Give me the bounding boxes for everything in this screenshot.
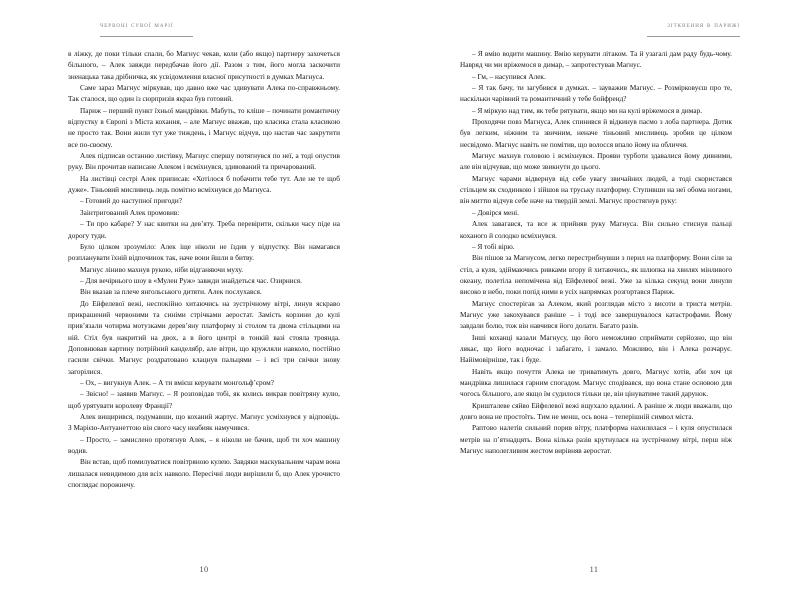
paragraph: Заінтригований Алек промовив: [80, 208, 180, 217]
paragraph: Магнус ліниво махнув рукою, ніби відганяючи муху. [80, 265, 244, 274]
paragraph: в ліжку, де поки тільки спали, бо Магнус чекав, коли (або якщо) партнеру захочеться більшого, – Алек завжди передбачав його дії. Разом з тим, його могла заскочити зненацька така дрібничка, як усвідомлення власної присутності в думках Магнуса. [68, 50, 340, 81]
running-head-rule-right [647, 36, 740, 37]
paragraph: Проходячи повз Магнуса, Алек спинився й відкинув пасмо з лоба партнера. Дотик був легким, ніжним та звичним, неначе тіньовий мисливець зробив це цілком несвідомо. Магнус навіть не помітив, що волосся впало йому на обличчя. [460, 118, 732, 149]
body-text-left [68, 49, 340, 491]
paragraph: До Ейфелевої вежі, неспокійно хитаючись на зустрічному вітрі, линув яскраво прикрашений червоними та синіми стрічками аеростат. Замість корзини до кулі прив’язали чотирма мотузками дерев’яну платформу зі столом та двома стільцями на ній. Стіл був накритий на двох, а в його центрі в тонкій вазі стояла троянда. Доповнював картину потрійний канделябр, але вітри, що кружляли навколо, постійно гасили свічки. Магнус роздратовано клацнув пальцями – і всі три свічки знову загорілися. [68, 299, 340, 376]
paragraph: Він пішов за Магнусом, легко перестрибнувши з перил на платформу. Вони сіли за стіл, а куля, здіймаючись ривками вгору й хитаючись, як шлюпка на хвилях мінливого океану, полетіла непомічена від Ейфелевої вежі. Уже за кілька секунд вони линули високо в небо, поки попід ними в усіх напрямках розгортався Париж. [460, 254, 732, 297]
page-number-right: 11 [589, 565, 599, 574]
paragraph: – Готовий до наступної пригоди? [80, 197, 182, 206]
paragraph: Саме зараз Магнус міркував, що давно вже час здивувати Алека по-справжньому. Так сталося, що один із сюрпризів якраз був готовий. [68, 84, 340, 104]
paragraph: Алек завагався, та все ж прийняв руку Магнуса. Він сильно стиснув пальці коханого й солодко всміхнувся. [460, 220, 732, 240]
paragraph: Він вказав за плече янгольського дитяти. Алек послухався. [80, 288, 262, 297]
body-text-right [460, 49, 732, 457]
paragraph: Алек підписав останню листівку, Магнус спершу потягнувся по неї, а тоді опустив руку. Він прочитав написане Алеком і всміхнувся, здивований та причарований. [68, 152, 340, 172]
paragraph: – Я так бачу, ти загубився в думках. – зауважив Магнус. – Розмірковуєш про те, наскільки чарівний та романтичний у тебе бойфренд? [460, 84, 732, 104]
paragraph: На листівці сестрі Алек приписав: «Хотілося б побачити тебе тут. Але не те щоб дуже». Тіньовий мисливець ледь помітно всміхнувся до Магнуса. [68, 174, 340, 195]
paragraph: – Просто, – замислено протягнув Алек, – я ніколи не бачив, щоб ти хоч машину водив. [68, 435, 340, 456]
paragraph: Навіть якщо почуття Алека не триватимуть довго, Магнус хотів, аби хоч ця мандрівка лишилася гарним спогадом. Магнус сподівався, що вона стане основою для чогось більшого, але якщо їм судилося тільки це, він цінуватиме такий дарунок. [460, 367, 732, 399]
paragraph: – Я вмію водити машину. Вмію керувати літаком. Та й узагалі дам раду будь-чому. Навряд чи ми вріжемося в димар, – запротестував Магнус. [460, 50, 732, 70]
paragraph: Інші коханці казали Магнусу, що його неможливо сприймати серйозно, що він лякає, що його водночас і забагато, і замало. Можливо, він і Алека розчарує. Найімовірніше, так і буде. [460, 333, 732, 365]
paragraph: – Я міркую над тим, як тебе рятувати, якщо ми на кулі вріжемося в димар. [472, 106, 703, 115]
paragraph: – Ох, – вигукнув Алек. – А ти вмієш керувати монгольф’єром? [80, 378, 274, 387]
paragraph: – Гм, – насупився Алек. [472, 72, 546, 81]
paragraph: Він встав, щоб помилуватися повітряною кулею. Завдяки маскувальним чарам вона лишалася невидимою для всіх навколо. Пересічні люди вирішили б, що Алек урочисто споглядає порожнечу. [68, 458, 340, 490]
paragraph: – Звісно! – заявив Магнус. – Я розповідав тобі, як колись викрав повітряну кулю, щоб урятувати королеву Франції? [68, 390, 340, 410]
page-number-left: 10 [199, 565, 209, 574]
page-right [400, 0, 800, 600]
paragraph: – Довірся мені. [472, 208, 519, 217]
running-head-left: червоні сувої марії [100, 20, 174, 29]
paragraph: – Я тобі вірю. [472, 242, 515, 251]
running-head-right: зіткнення в парижі [667, 20, 740, 29]
running-head-rule-left [100, 36, 193, 37]
paragraph: Магнус чарами відвернув від себе увагу звичайних людей, а тоді скористався стільцем як сходинкою і зійшов на труську платформу. Ступивши на неї обома ногами, він миттю відчув себе наче на твердій землі. Магнус простягнув руку: [460, 174, 732, 206]
paragraph: Раптово налетів сильний порив вітру, платформа нахилилася – і куля опустилася метрів на п’ятнадцять. Вона кілька разів крутнулася на зустрічному вітрі, перш ніж Магнус наполегливим жестом вирівняв аеростат. [460, 424, 732, 456]
paragraph: – Для вечірнього шоу в «Мулен Руж» завжди знайдеться час. Озирнися. [80, 276, 302, 285]
paragraph: Париж – перший пункт їхньої мандрівки. Мабуть, то кліше – починати романтичну відпустку в Європі з Міста кохання, – але Магнус вважав, що класика стала класикою не просто так. Вони жили тут уже тиждень, і Магнус відчув, що настав час закрутити все по-своєму. [68, 106, 340, 149]
paragraph: Магнус махнув головою і всміхнувся. Прояви турботи здавалися йому дивними, але він відчував, що може звикнути до цього. [460, 152, 732, 172]
paragraph: – Ти про кабаре? У нас квитки на дев’яту. Треба перевірити, скільки часу піде на дорогу туди. [68, 220, 340, 240]
paragraph: Алек вищирився, подумавши, що коханий жартує. Магнус усміхнувся у відповідь. З Марією-Антуанеттою він свого часу неабияк намучився. [68, 413, 340, 433]
paragraph: Магнус спостерігав за Алеком, який розглядав місто з висоти в триста метрів. Магнус уже закохувався раніше – і тоді все завершувалося катастрофами. Йому завдали болю, тож він навчився його долати. Багато разів. [460, 299, 732, 331]
paragraph: Кришталеве сяйво Ейфелевої вежі вщухало вдалині. А раніше ж люди вважали, що довго вона не простоїть. Тим не менш, ось вона – теперішній символ міста. [460, 401, 732, 421]
paragraph: Було цілком зрозуміло: Алек іще ніколи не їздив у відпустку. Він намагався розпланувати їхній відпочинок так, наче вони йшли в битву. [68, 242, 340, 263]
